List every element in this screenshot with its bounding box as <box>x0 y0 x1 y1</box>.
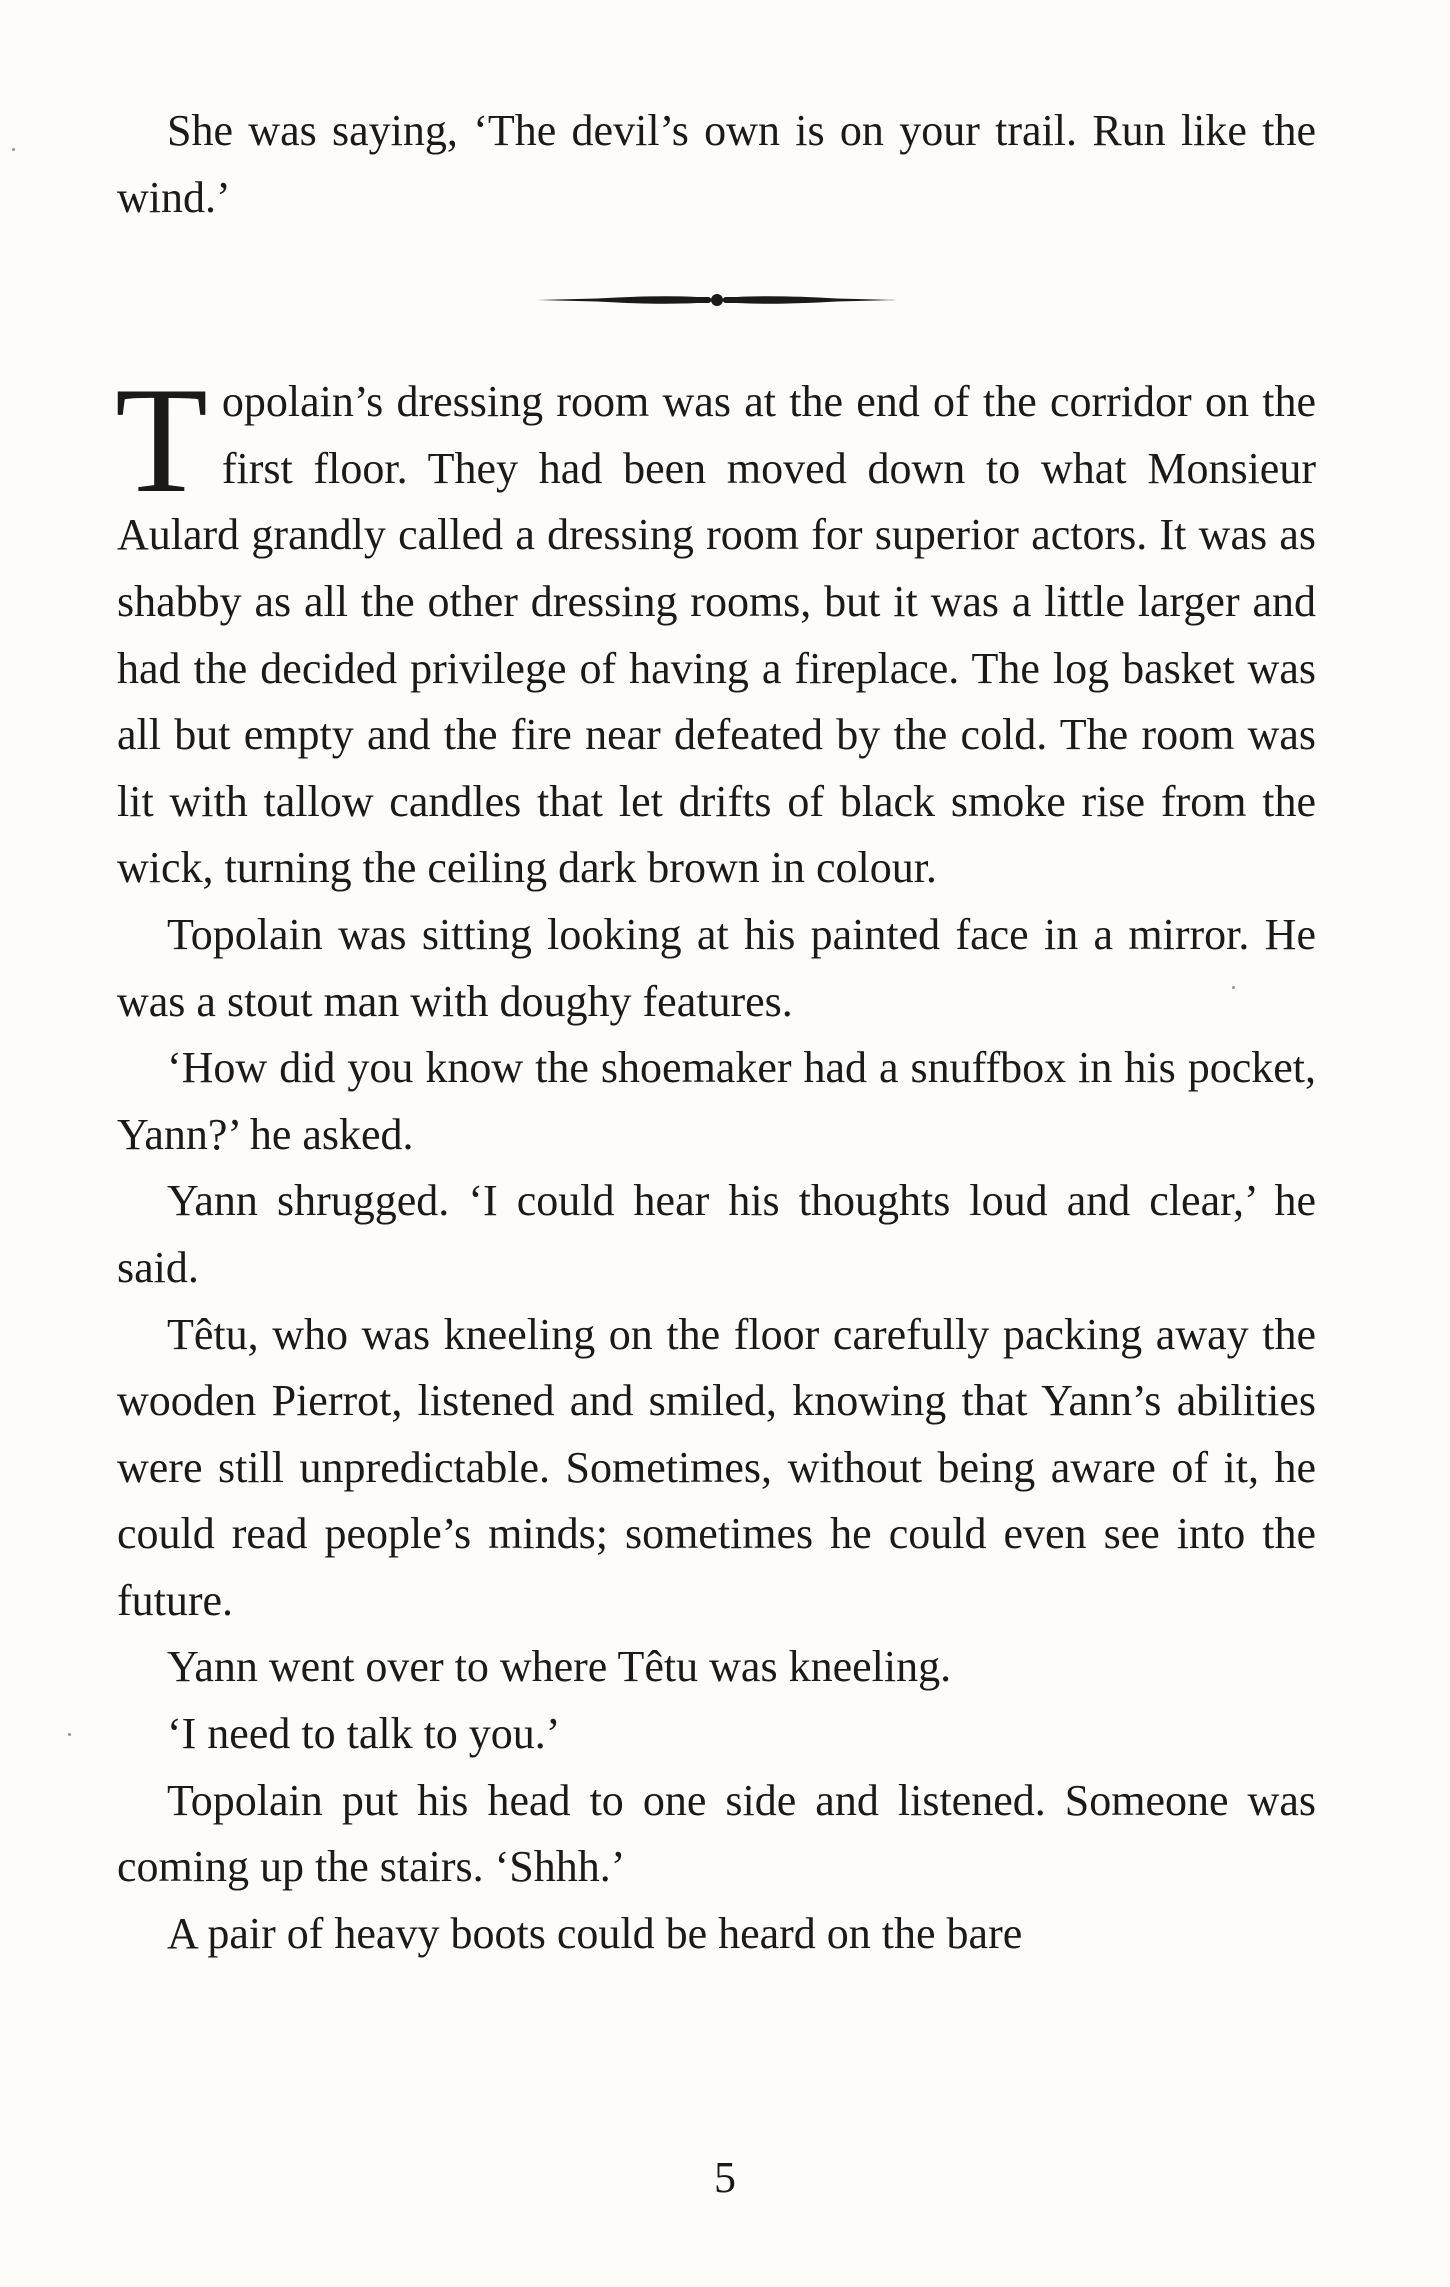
section-break-ornament-icon <box>537 286 897 314</box>
paragraph-dropcap-text: opolain’s dressing room was at the end of the corridor on the first floor. They had been moved down to what Monsieur Aulard grandly called a dressing room for superior actors. It was as shabby as all the other dressing rooms, but it was a little larger and had the decided privilege of having a fireplace. The log basket was all but empty and the fire near defeated by the cold. The room was lit with tallow candles that let drifts of black smoke rise from the wick, turning the ceiling dark brown in colour. <box>117 377 1316 893</box>
paragraph: ‘How did you know the shoemaker had a snuffbox in his pocket, Yann?’ he asked. <box>117 1043 1316 1159</box>
paragraph: A pair of heavy boots could be heard on the bare <box>167 1908 1023 1958</box>
scan-speck <box>1232 986 1235 989</box>
paragraph: Topolain was sitting looking at his painted face in a mirror. He was a stout man with doughy features. <box>117 909 1316 1026</box>
scan-speck <box>68 1733 71 1736</box>
paragraph: Yann shrugged. ‘I could hear his thoughts loud and clear,’ he said. <box>117 1176 1316 1292</box>
scan-speck <box>12 148 15 151</box>
page-body <box>117 98 1316 1967</box>
page-number: 5 <box>714 2153 736 2202</box>
paragraph: ‘I need to talk to you.’ <box>167 1709 561 1759</box>
drop-cap: T <box>115 356 208 525</box>
paragraph: Têtu, who was kneeling on the floor carefully packing away the wooden Pierrot, listened and smiled, knowing that Yann’s abilities were still unpredictable. Sometimes, without being aware of it, he could read people’s minds; sometimes he could even see into the future. <box>117 1309 1316 1625</box>
paragraph: Topolain put his head to one side and listened. Someone was coming up the stairs. ‘Shhh.’ <box>117 1775 1316 1892</box>
paragraph-dropcap <box>115 356 1316 902</box>
paragraph-opening: She was saying, ‘The devil’s own is on your trail. Run like the wind.’ <box>117 106 1316 222</box>
paragraph: Yann went over to where Têtu was kneeling. <box>167 1642 952 1692</box>
